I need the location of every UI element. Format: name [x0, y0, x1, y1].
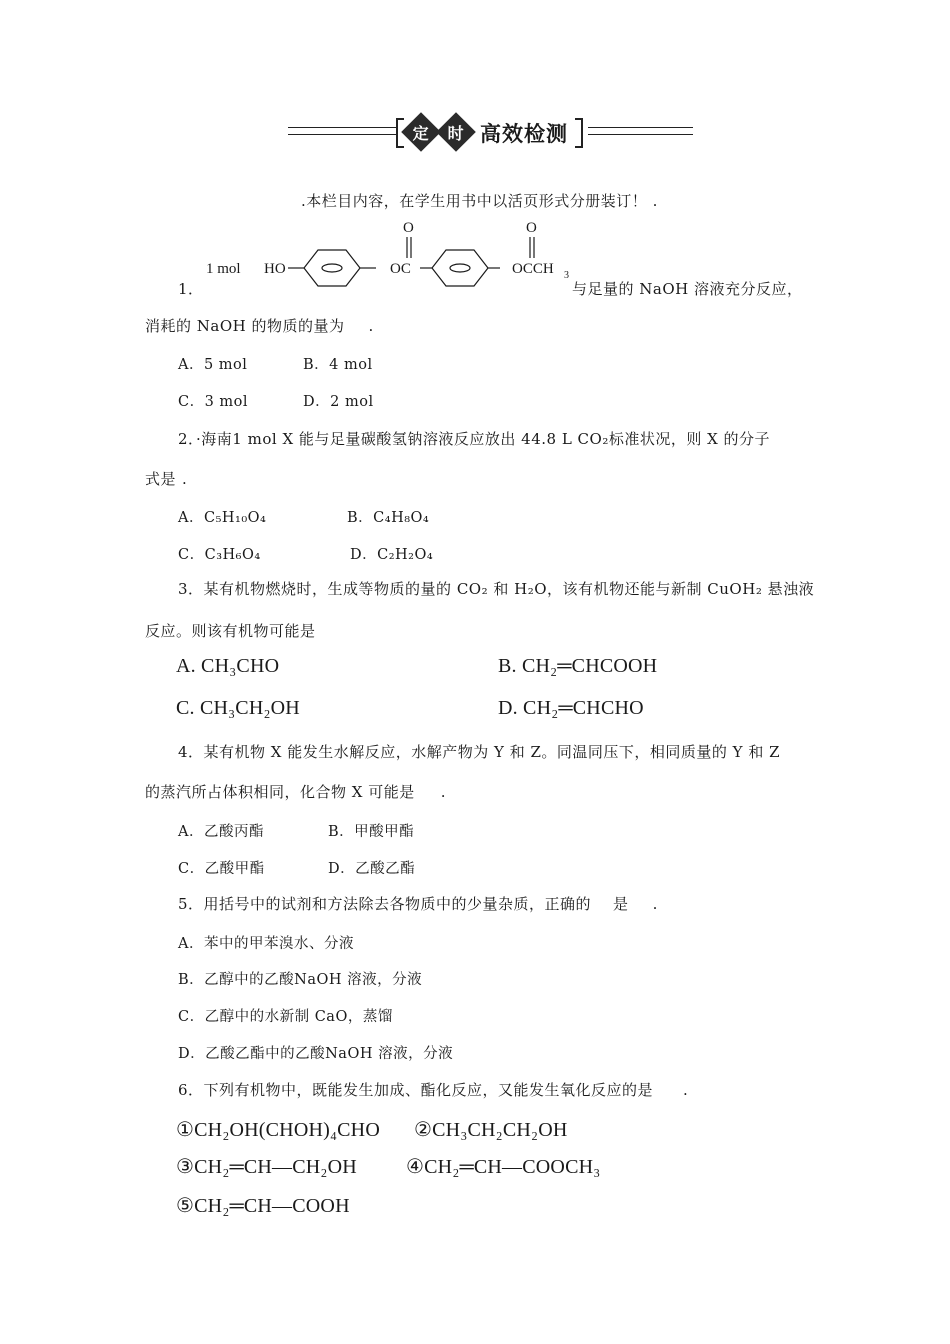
q5-option-d: D．乙酸乙酯中的乙酸NaOH 溶液，分液 — [178, 1046, 454, 1062]
q1-carbonyl-o-1: O — [403, 220, 414, 236]
q2-option-c: C．C₃H₆O₄ — [178, 547, 261, 563]
q6-item-5: ⑤CH₂═CH—COOH — [176, 1195, 350, 1217]
q6-item-3: ③CH₂═CH—CH₂OH — [176, 1156, 357, 1178]
q1-number: 1． — [178, 280, 204, 298]
q4-line-2: 的蒸汽所占体积相同，化合物 X 可能是 . — [145, 783, 446, 801]
q2-option-a: A．C₅H₁₀O₄ — [178, 510, 267, 526]
q1-text: 与足量的 NaOH 溶液充分反应， — [572, 280, 803, 298]
q1-structure-formula — [200, 215, 575, 295]
q4-line-1: 4．某有机物 X 能发生水解反应，水解产物为 Y 和 Z。同温同压下，相同质量的 Y 和 Z — [178, 743, 781, 761]
q3-option-b: B. CH₂═CHCOOH — [498, 655, 658, 677]
q1-option-a: A．5 mol — [178, 357, 248, 373]
q1-formula-right: OCCH — [512, 261, 554, 277]
q4-option-c: C．乙酸甲酯 — [178, 861, 265, 877]
header-rule-right-2 — [588, 134, 693, 135]
q1-option-c: C．3 mol — [178, 394, 249, 410]
header-rule-left — [288, 127, 398, 128]
header-badge-2: 时 — [436, 112, 476, 152]
binding-note: .本栏目内容，在学生用书中以活页形式分册装订！ . — [301, 192, 658, 210]
q4-option-d: D．乙酸乙酯 — [328, 861, 416, 877]
q6-line-1: 6．下列有机物中，既能发生加成、酯化反应，又能发生氧化反应的是 . — [178, 1081, 689, 1099]
q5-line-1: 5．用括号中的试剂和方法除去各物质中的少量杂质，正确的 是 . — [178, 895, 658, 913]
q1-formula-mid: OC — [390, 261, 411, 277]
q2-option-b: B．C₄H₈O₄ — [347, 510, 430, 526]
q3-line-1: 3．某有机物燃烧时，生成等物质的量的 CO₂ 和 H₂O，该有机物还能与新制 CuOH₂ 悬浊液 — [178, 580, 815, 598]
q1-option-d: D．2 mol — [303, 394, 374, 410]
q6-item-2: ②CH₃CH₂CH₂OH — [414, 1119, 568, 1141]
header-badge-1: 定 — [401, 112, 441, 152]
q3-option-c: C. CH₃CH₂OH — [176, 697, 300, 719]
q1-option-b: B．4 mol — [303, 357, 373, 373]
q6-item-1: ①CH₂OH(CHOH)₄CHO — [176, 1119, 380, 1141]
q5-option-b: B．乙醇中的乙酸NaOH 溶液，分液 — [178, 972, 423, 988]
q6-item-4: ④CH₂═CH—COOCH₃ — [406, 1156, 601, 1178]
q5-option-a: A．苯中的甲苯溴水、分液 — [178, 936, 354, 952]
header-title: 高效检测 — [480, 122, 568, 146]
q3-line-2: 反应。则该有机物可能是 — [145, 622, 316, 640]
q5-option-c: C．乙醇中的水新制 CaO，蒸馏 — [178, 1009, 393, 1025]
header-rule-left-2 — [288, 134, 398, 135]
header-rule-right — [588, 127, 693, 128]
q1-formula-right-sub: 3 — [564, 270, 569, 281]
q2-line-1: 2．·海南1 mol X 能与足量碳酸氢钠溶液反应放出 44.8 L CO₂标准状况，则 X 的分子 — [178, 430, 771, 448]
q4-option-a: A．乙酸丙酯 — [178, 824, 264, 840]
q2-option-d: D．C₂H₂O₄ — [350, 547, 434, 563]
q3-option-d: D. CH₂═CHCHO — [498, 697, 644, 719]
q1-text-2: 消耗的 NaOH 的物质的量为 . — [145, 317, 374, 335]
q1-formula-left: HO — [264, 261, 286, 277]
header-bracket-right — [575, 118, 583, 148]
q1-carbonyl-o-2: O — [526, 220, 537, 236]
q3-option-a: A. CH₃CHO — [176, 655, 280, 677]
q1-prefix: 1 mol — [206, 261, 241, 277]
q4-option-b: B．甲酸甲酯 — [328, 824, 415, 840]
q2-line-2: 式是 . — [145, 470, 188, 488]
